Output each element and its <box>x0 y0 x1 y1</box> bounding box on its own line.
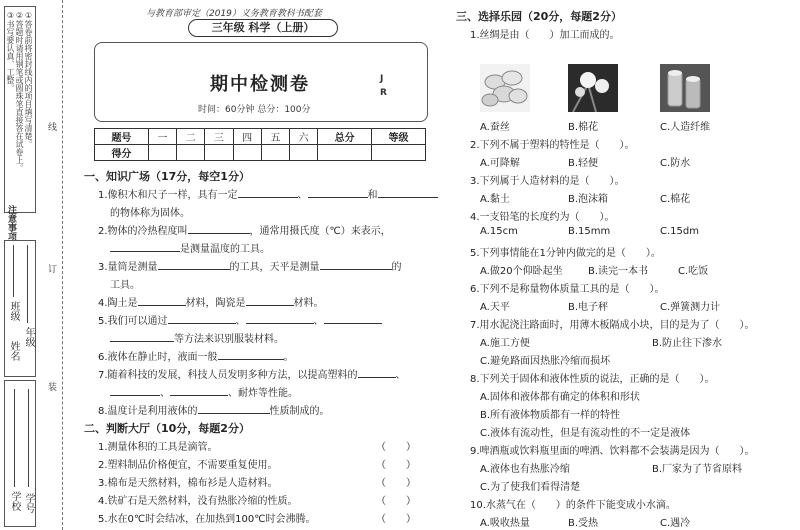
school-box <box>4 380 36 527</box>
answer-blank[interactable] <box>158 259 230 270</box>
answer-paren[interactable]: （ ） <box>376 442 416 453</box>
question-text: 等方法来识别服装材料。 <box>174 334 284 345</box>
s3-q6: 6.下列不是称量物体质量工具的是（ ）。 <box>470 284 665 295</box>
s1-q3 <box>98 258 402 273</box>
question-text: 。 <box>283 352 294 363</box>
score-input[interactable] <box>289 145 317 161</box>
notes-title: 注意事项 <box>6 205 16 241</box>
notes-box <box>4 6 36 213</box>
s3-q9-option-b[interactable]: B.厂家为了节省原料 <box>652 464 743 475</box>
s3-q6-option-a[interactable]: A.天平 <box>480 302 510 313</box>
question-text: 的工具，天平是测量 <box>229 262 320 273</box>
s3-q6-option-b[interactable]: B.电子秤 <box>568 302 609 313</box>
question-text: 、耐炸等性能。 <box>228 388 298 399</box>
score-input[interactable] <box>177 145 205 161</box>
s3-q2-option-b[interactable]: B.轻便 <box>568 158 599 169</box>
silkworm-cocoon-image <box>480 64 530 112</box>
synthetic-fiber-spools-image <box>660 64 710 112</box>
s1-q3-cont: 工具。 <box>110 280 140 291</box>
s3-q1-option-b[interactable]: B.棉花 <box>568 122 599 133</box>
edition-code-bottom: R <box>380 88 387 98</box>
score-cell: 二 <box>177 129 205 145</box>
question-text: 5.我们可以通过 <box>98 316 168 327</box>
s3-q7: 7.用水泥浇注路面时，用薄木板隔成小块，目的是为了（ ）。 <box>470 320 755 331</box>
s3-q8: 8.下列关于固体和液体性质的说法，正确的是（ ）。 <box>470 374 715 385</box>
s3-q8-option-b[interactable]: B.所有液体物质都有一样的特性 <box>480 410 621 421</box>
s3-q6-option-c[interactable]: C.弹簧测力计 <box>660 302 721 313</box>
answer-blank[interactable] <box>308 187 368 198</box>
score-row-label: 得分 <box>95 145 149 161</box>
s1-q4 <box>98 294 324 309</box>
s2-q1: 1.测量体积的工具是滴管。 <box>98 442 218 453</box>
question-text: 、 <box>313 316 324 327</box>
s2-q4: 4.铁矿石是天然材料，没有热胀冷缩的性质。 <box>98 496 298 507</box>
score-cell: 三 <box>205 129 233 145</box>
s1-q1-cont: 的物体称为固体。 <box>110 208 190 219</box>
question-text: 材料，陶瓷是 <box>185 298 246 309</box>
school-label: 学校 <box>9 491 20 511</box>
question-text: 性质制成的。 <box>269 406 330 417</box>
answer-blank[interactable] <box>168 313 236 324</box>
name-label: 姓名 <box>8 341 19 361</box>
s1-q2 <box>98 222 391 237</box>
s3-q7-option-b[interactable]: B.防止往下渗水 <box>652 338 723 349</box>
s1-q5-cont <box>110 330 284 345</box>
score-cell: 总分 <box>318 129 372 145</box>
answer-blank[interactable] <box>198 403 270 414</box>
s3-q4-option-b[interactable]: B.15mm <box>568 226 611 237</box>
s1-q8 <box>98 402 330 417</box>
score-input[interactable] <box>372 145 426 161</box>
section2-title: 二、判断大厅（10分，每题2分） <box>84 422 250 435</box>
question-text: 2.物体的冷热程度叫 <box>98 226 188 237</box>
exam-title: 期中检测卷 <box>210 74 310 95</box>
answer-blank[interactable] <box>320 259 392 270</box>
s3-q10: 10.水蒸气在（ ）的条件下能变成小水滴。 <box>470 500 676 511</box>
s3-q4: 4.一支铅笔的长度约为（ ）。 <box>470 212 615 223</box>
s3-q10-option-c[interactable]: C.遇冷 <box>660 518 691 529</box>
s3-q3-option-c[interactable]: C.棉花 <box>660 194 691 205</box>
answer-blank[interactable] <box>358 367 396 378</box>
grade-input-line[interactable] <box>27 245 28 323</box>
question-text: 4.陶土是 <box>98 298 138 309</box>
cotton-plant-image <box>568 64 618 112</box>
s3-q4-option-a[interactable]: A.15cm <box>480 226 518 237</box>
cut-mark-ding: 订 <box>48 265 58 275</box>
score-cell: 五 <box>261 129 289 145</box>
score-input[interactable] <box>148 145 176 161</box>
answer-blank[interactable] <box>138 295 186 306</box>
s1-q6 <box>98 348 294 363</box>
note-line: ①答卷前将密封线内的项目填写清楚。 <box>24 11 33 148</box>
score-cell: 一 <box>148 129 176 145</box>
s3-q7-option-a[interactable]: A.施工方便 <box>480 338 530 349</box>
answer-paren[interactable]: （ ） <box>376 478 416 489</box>
s2-q3: 3.棉布是天然材料，棉布衫是人造材料。 <box>98 478 278 489</box>
question-text: 6.液体在静止时，液面一般 <box>98 352 218 363</box>
question-text: 的 <box>391 262 402 273</box>
answer-blank[interactable] <box>110 241 180 252</box>
score-cell: 六 <box>289 129 317 145</box>
answer-blank[interactable] <box>324 313 382 324</box>
grade-subject-banner: 三年级 科学（上册） <box>188 19 338 37</box>
s3-q5-option-c[interactable]: C.吃饭 <box>678 266 709 277</box>
question-text: 3.量筒是测量 <box>98 262 158 273</box>
section3-title: 三、选择乐园（20分，每题2分） <box>456 10 622 23</box>
s2-q2: 2.塑料制品价格便宜，不需要重复使用。 <box>98 460 278 471</box>
s3-q5: 5.下列事情能在1分钟内做完的是（ ）。 <box>470 248 661 259</box>
textbook-tagline: 与教育部审定（2019）义务教育教科书配套 <box>146 9 322 19</box>
question-text: 1.像积木和尺子一样，具有一定 <box>98 190 238 201</box>
school-input-line[interactable] <box>14 389 15 487</box>
question-text: 和 <box>367 190 378 201</box>
class-input-line[interactable] <box>13 245 14 297</box>
s3-q1-option-c[interactable]: C.人造纤维 <box>660 122 711 133</box>
s3-q3: 3.下列属于人造材料的是（ ）。 <box>470 176 625 187</box>
cut-mark-zhuang: 装 <box>48 383 58 393</box>
s3-q8-option-a[interactable]: A.固体和液体都有确定的体积和形状 <box>480 392 640 403</box>
score-input[interactable] <box>261 145 289 161</box>
s1-q5 <box>98 312 382 327</box>
score-table-header-row <box>95 129 426 145</box>
score-cell: 四 <box>233 129 261 145</box>
s3-q8-option-c[interactable]: C.液体有流动性，但是有流动性的不一定是液体 <box>480 428 691 439</box>
score-table-score-row <box>95 145 426 161</box>
note-line: ③书写要认真、工整。 <box>6 11 15 92</box>
question-text: 、 <box>160 388 170 399</box>
answer-blank[interactable] <box>218 349 284 360</box>
s3-q3-option-b[interactable]: B.泡沫箱 <box>568 194 609 205</box>
score-cell: 题号 <box>95 129 149 145</box>
cut-mark-xian: 线 <box>48 123 58 133</box>
grade-label: 年级 <box>23 327 34 347</box>
score-input[interactable] <box>233 145 261 161</box>
s3-q9-option-a[interactable]: A.液体也有热胀冷缩 <box>480 464 570 475</box>
answer-blank[interactable] <box>246 295 294 306</box>
s3-q4-option-c[interactable]: C.15dm <box>660 226 699 237</box>
s1-q1 <box>98 186 438 201</box>
s3-q9: 9.啤酒瓶或饮料瓶里面的啤酒、饮料都不会装满是因为（ ）。 <box>470 446 755 457</box>
score-table <box>94 128 426 161</box>
answer-blank[interactable] <box>238 187 298 198</box>
section1-title: 一、知识广场（17分，每空1分） <box>84 170 250 183</box>
s3-q2-option-c[interactable]: C.防水 <box>660 158 691 169</box>
score-input[interactable] <box>318 145 372 161</box>
s1-q7 <box>98 366 406 381</box>
class-box <box>4 240 36 377</box>
class-label: 班级 <box>8 301 19 321</box>
edition-code-top: J <box>380 74 384 84</box>
answer-paren[interactable]: （ ） <box>376 496 416 507</box>
s3-q1-option-a[interactable]: A.蚕丝 <box>480 122 510 133</box>
s3-q5-option-b[interactable]: B.读完一本书 <box>588 266 649 277</box>
s3-q10-option-a[interactable]: A.吸收热量 <box>480 518 530 529</box>
question-text: 8.温度计是利用液体的 <box>98 406 198 417</box>
note-line: ②答题时请用钢笔或圆珠笔直接答在试卷上。 <box>15 11 24 172</box>
s1-q7-cont <box>110 384 298 399</box>
score-input[interactable] <box>205 145 233 161</box>
answer-blank[interactable] <box>110 331 174 342</box>
question-text: 、 <box>235 316 246 327</box>
answer-paren[interactable]: （ ） <box>376 460 416 471</box>
s2-q5: 5.水在0℃时会结冰，在加热到100℃时会沸腾。 <box>98 514 316 525</box>
question-text: 、 <box>395 370 406 381</box>
s3-q2-option-a[interactable]: A.可降解 <box>480 158 520 169</box>
answer-blank[interactable] <box>110 385 160 396</box>
score-cell: 等级 <box>372 129 426 145</box>
answer-blank[interactable] <box>170 385 228 396</box>
s3-q2: 2.下列不属于塑料的特性是（ ）。 <box>470 140 635 151</box>
question-text: 、 <box>297 190 308 201</box>
question-text: 材料。 <box>293 298 324 309</box>
s3-q1: 1.丝绸是由（ ）加工而成的。 <box>470 30 620 41</box>
question-text: ，通常用摄氏度（℃）来表示， <box>249 226 391 237</box>
answer-paren[interactable]: （ ） <box>376 514 416 525</box>
exam-meta: 时间：60分钟 总分：100分 <box>198 105 311 115</box>
s3-q3-option-a[interactable]: A.黏土 <box>480 194 510 205</box>
answer-blank[interactable] <box>378 187 438 198</box>
s1-q2-cont <box>110 240 270 255</box>
question-text: 是测量温度的工具。 <box>180 244 270 255</box>
id-label: 学号 <box>23 493 34 513</box>
id-input-line[interactable] <box>28 389 29 487</box>
s3-q9-option-c[interactable]: C.为了使我们看得清楚 <box>480 482 581 493</box>
binding-margin <box>0 0 63 530</box>
s3-q10-option-b[interactable]: B.受热 <box>568 518 599 529</box>
question-text: 7.随着科技的发展，科技人员发明多种方法，以提高塑料的 <box>98 370 358 381</box>
s3-q5-option-a[interactable]: A.做20个仰卧起坐 <box>480 266 563 277</box>
s3-q7-option-c[interactable]: C.避免路面因热胀冷缩而损坏 <box>480 356 611 367</box>
answer-blank[interactable] <box>188 223 250 234</box>
answer-blank[interactable] <box>246 313 314 324</box>
